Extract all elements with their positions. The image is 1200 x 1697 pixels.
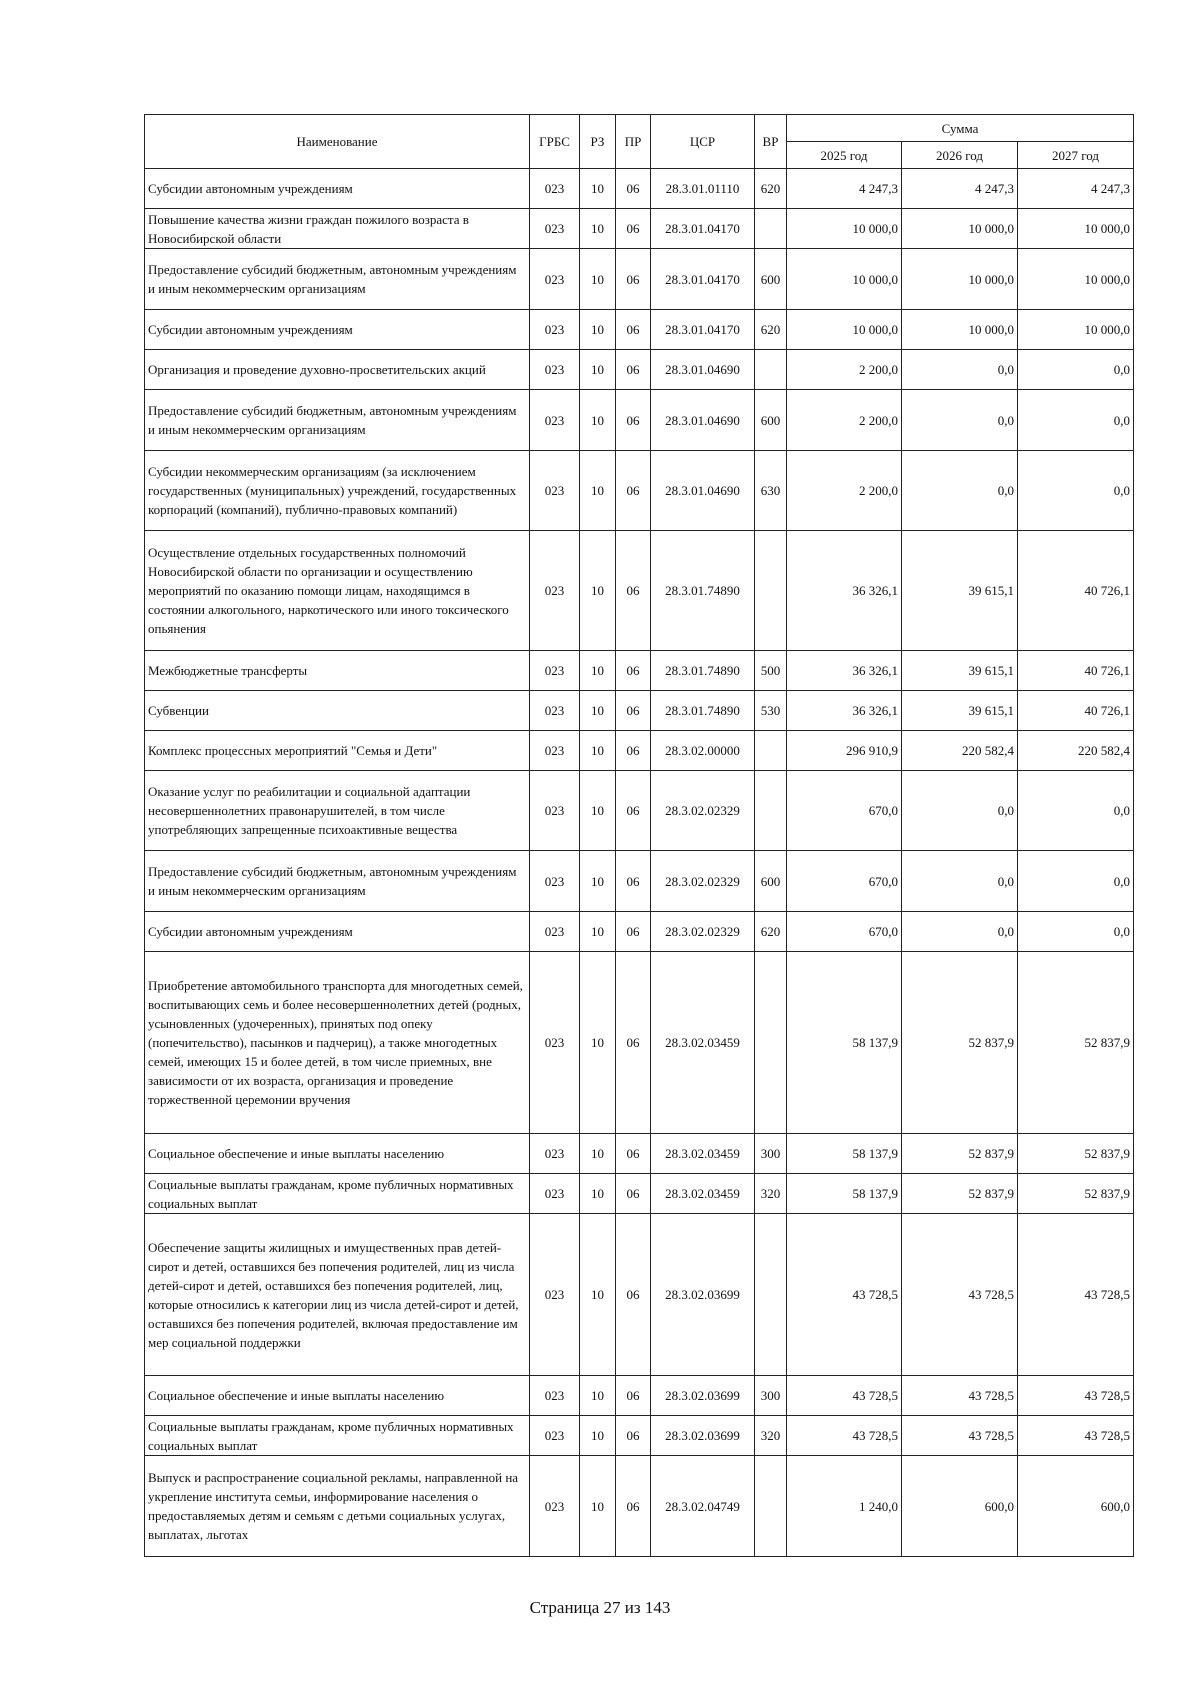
cell-name: Субвенции (145, 691, 530, 731)
cell-pr: 06 (616, 952, 651, 1134)
cell-rz: 10 (580, 310, 616, 350)
cell-2026: 52 837,9 (902, 952, 1018, 1134)
cell-2025: 670,0 (787, 912, 902, 952)
cell-rz: 10 (580, 249, 616, 310)
cell-grbs: 023 (530, 691, 580, 731)
cell-name: Предоставление субсидий бюджетным, автономным учреждениям и иным некоммерческим организациям (145, 249, 530, 310)
cell-2025: 36 326,1 (787, 691, 902, 731)
header-vr: ВР (755, 115, 787, 169)
cell-2027: 0,0 (1018, 851, 1134, 912)
cell-csr: 28.3.02.03699 (651, 1376, 755, 1416)
table-row (145, 451, 1134, 531)
table-row (145, 350, 1134, 390)
table-row (145, 731, 1134, 771)
cell-rz: 10 (580, 390, 616, 451)
cell-2027: 52 837,9 (1018, 952, 1134, 1134)
cell-2026: 39 615,1 (902, 651, 1018, 691)
cell-grbs: 023 (530, 731, 580, 771)
cell-vr: 300 (755, 1376, 787, 1416)
cell-2027: 43 728,5 (1018, 1376, 1134, 1416)
cell-pr: 06 (616, 169, 651, 209)
cell-vr: 600 (755, 249, 787, 310)
cell-2025: 2 200,0 (787, 350, 902, 390)
cell-name: Предоставление субсидий бюджетным, автономным учреждениям и иным некоммерческим организациям (145, 390, 530, 451)
cell-pr: 06 (616, 1174, 651, 1214)
table-row (145, 1456, 1134, 1557)
cell-rz: 10 (580, 531, 616, 651)
cell-2025: 36 326,1 (787, 531, 902, 651)
cell-2026: 52 837,9 (902, 1174, 1018, 1214)
cell-csr: 28.3.01.74890 (651, 531, 755, 651)
cell-grbs: 023 (530, 1174, 580, 1214)
table-row (145, 531, 1134, 651)
cell-csr: 28.3.02.02329 (651, 771, 755, 851)
cell-pr: 06 (616, 249, 651, 310)
cell-csr: 28.3.02.00000 (651, 731, 755, 771)
cell-rz: 10 (580, 1376, 616, 1416)
cell-2025: 1 240,0 (787, 1456, 902, 1557)
cell-name: Социальное обеспечение и иные выплаты населению (145, 1134, 530, 1174)
cell-name: Межбюджетные трансферты (145, 651, 530, 691)
cell-grbs: 023 (530, 169, 580, 209)
cell-2027: 52 837,9 (1018, 1134, 1134, 1174)
cell-name: Субсидии автономным учреждениям (145, 310, 530, 350)
cell-2025: 10 000,0 (787, 209, 902, 249)
cell-name: Обеспечение защиты жилищных и имущественных прав детей-сирот и детей, оставшихся без попечения родителей, лиц из числа детей-сирот и детей, оставшихся без попечения родителей, лиц, которые относились к категории лиц из числа детей-сирот и детей, оставшихся без попечения родителей, включая предоставление им мер социальной поддержки (145, 1214, 530, 1376)
cell-vr (755, 952, 787, 1134)
cell-2025: 4 247,3 (787, 169, 902, 209)
cell-name: Оказание услуг по реабилитации и социальной адаптации несовершеннолетних правонарушителей, в том числе употребляющих запрещенные психоактивные вещества (145, 771, 530, 851)
cell-vr: 620 (755, 169, 787, 209)
cell-pr: 06 (616, 1134, 651, 1174)
cell-pr: 06 (616, 1376, 651, 1416)
cell-pr: 06 (616, 771, 651, 851)
table-row (145, 1134, 1134, 1174)
cell-csr: 28.3.02.03699 (651, 1214, 755, 1376)
cell-2026: 220 582,4 (902, 731, 1018, 771)
cell-rz: 10 (580, 1214, 616, 1376)
cell-name: Приобретение автомобильного транспорта для многодетных семей, воспитывающих семь и более несовершеннолетних детей (родных, усыновленных (удочеренных), принятых под опеку (попечительство), пасынков и падчериц), а также многодетных семей, имеющих 15 и более детей, в том числе приемных, вне зависимости от их возраста, организация и проведение торжественной церемонии вручения (145, 952, 530, 1134)
cell-name: Субсидии автономным учреждениям (145, 912, 530, 952)
header-name: Наименование (145, 115, 530, 169)
cell-vr: 600 (755, 851, 787, 912)
cell-2027: 43 728,5 (1018, 1214, 1134, 1376)
cell-csr: 28.3.02.03699 (651, 1416, 755, 1456)
cell-pr: 06 (616, 209, 651, 249)
cell-rz: 10 (580, 1416, 616, 1456)
cell-grbs: 023 (530, 209, 580, 249)
cell-2025: 43 728,5 (787, 1376, 902, 1416)
cell-grbs: 023 (530, 952, 580, 1134)
cell-grbs: 023 (530, 1456, 580, 1557)
cell-2027: 0,0 (1018, 771, 1134, 851)
cell-vr (755, 350, 787, 390)
cell-vr: 620 (755, 912, 787, 952)
cell-vr (755, 731, 787, 771)
cell-2025: 58 137,9 (787, 952, 902, 1134)
cell-rz: 10 (580, 451, 616, 531)
cell-pr: 06 (616, 390, 651, 451)
cell-rz: 10 (580, 771, 616, 851)
cell-2027: 40 726,1 (1018, 651, 1134, 691)
table-row (145, 1376, 1134, 1416)
cell-name: Социальные выплаты гражданам, кроме публичных нормативных социальных выплат (145, 1174, 530, 1214)
cell-2026: 10 000,0 (902, 209, 1018, 249)
cell-2026: 10 000,0 (902, 310, 1018, 350)
cell-2027: 0,0 (1018, 912, 1134, 952)
page-number: Страница 27 из 143 (529, 1598, 671, 1617)
header-2026: 2026 год (902, 142, 1018, 169)
cell-vr (755, 1456, 787, 1557)
cell-2025: 670,0 (787, 851, 902, 912)
cell-grbs: 023 (530, 310, 580, 350)
cell-pr: 06 (616, 851, 651, 912)
cell-name: Социальные выплаты гражданам, кроме публичных нормативных социальных выплат (145, 1416, 530, 1456)
table-row (145, 771, 1134, 851)
cell-name: Повышение качества жизни граждан пожилого возраста в Новосибирской области (145, 209, 530, 249)
cell-2027: 10 000,0 (1018, 310, 1134, 350)
cell-2027: 40 726,1 (1018, 531, 1134, 651)
cell-vr (755, 771, 787, 851)
cell-2025: 36 326,1 (787, 651, 902, 691)
cell-2027: 4 247,3 (1018, 169, 1134, 209)
table-body (145, 169, 1134, 1557)
cell-grbs: 023 (530, 1416, 580, 1456)
cell-vr (755, 1214, 787, 1376)
cell-2027: 0,0 (1018, 451, 1134, 531)
cell-vr: 620 (755, 310, 787, 350)
cell-grbs: 023 (530, 390, 580, 451)
cell-2026: 0,0 (902, 912, 1018, 952)
cell-rz: 10 (580, 952, 616, 1134)
cell-pr: 06 (616, 1416, 651, 1456)
cell-2027: 10 000,0 (1018, 209, 1134, 249)
cell-pr: 06 (616, 731, 651, 771)
cell-grbs: 023 (530, 531, 580, 651)
table-row (145, 1174, 1134, 1214)
cell-pr: 06 (616, 691, 651, 731)
cell-2026: 52 837,9 (902, 1134, 1018, 1174)
cell-name: Выпуск и распространение социальной рекламы, направленной на укрепление института семьи, информирование населения о предоставляемых детям и семьям с детьми социальных услугах, выплатах, льготах (145, 1456, 530, 1557)
cell-rz: 10 (580, 691, 616, 731)
cell-2027: 600,0 (1018, 1456, 1134, 1557)
cell-csr: 28.3.01.04170 (651, 249, 755, 310)
cell-2025: 43 728,5 (787, 1416, 902, 1456)
cell-vr: 630 (755, 451, 787, 531)
cell-grbs: 023 (530, 350, 580, 390)
header-grbs: ГРБС (530, 115, 580, 169)
cell-pr: 06 (616, 912, 651, 952)
cell-vr: 500 (755, 651, 787, 691)
cell-2026: 0,0 (902, 350, 1018, 390)
cell-csr: 28.3.02.02329 (651, 851, 755, 912)
cell-rz: 10 (580, 1134, 616, 1174)
cell-grbs: 023 (530, 851, 580, 912)
cell-pr: 06 (616, 310, 651, 350)
cell-2025: 296 910,9 (787, 731, 902, 771)
cell-rz: 10 (580, 350, 616, 390)
cell-2027: 52 837,9 (1018, 1174, 1134, 1214)
cell-name: Осуществление отдельных государственных полномочий Новосибирской области по организации и осуществлению мероприятий по оказанию помощи лицам, находящимся в состоянии алкогольного, наркотического или иного токсического опьянения (145, 531, 530, 651)
cell-rz: 10 (580, 651, 616, 691)
cell-name: Организация и проведение духовно-просветительских акций (145, 350, 530, 390)
cell-grbs: 023 (530, 249, 580, 310)
table-row (145, 249, 1134, 310)
cell-2026: 39 615,1 (902, 531, 1018, 651)
cell-grbs: 023 (530, 912, 580, 952)
cell-2027: 10 000,0 (1018, 249, 1134, 310)
header-rz: РЗ (580, 115, 616, 169)
cell-rz: 10 (580, 1456, 616, 1557)
cell-vr: 320 (755, 1416, 787, 1456)
cell-2025: 43 728,5 (787, 1214, 902, 1376)
cell-2026: 0,0 (902, 771, 1018, 851)
cell-csr: 28.3.01.74890 (651, 691, 755, 731)
header-csr: ЦСР (651, 115, 755, 169)
cell-grbs: 023 (530, 651, 580, 691)
cell-2026: 0,0 (902, 851, 1018, 912)
cell-grbs: 023 (530, 1134, 580, 1174)
cell-pr: 06 (616, 651, 651, 691)
header-sum: Сумма (787, 115, 1134, 142)
cell-rz: 10 (580, 731, 616, 771)
cell-2027: 0,0 (1018, 350, 1134, 390)
header-2025: 2025 год (787, 142, 902, 169)
table-row (145, 209, 1134, 249)
cell-csr: 28.3.01.04690 (651, 390, 755, 451)
cell-vr: 530 (755, 691, 787, 731)
cell-pr: 06 (616, 451, 651, 531)
table-row (145, 851, 1134, 912)
cell-csr: 28.3.02.03459 (651, 1174, 755, 1214)
cell-2026: 0,0 (902, 390, 1018, 451)
cell-pr: 06 (616, 531, 651, 651)
cell-2027: 0,0 (1018, 390, 1134, 451)
cell-2026: 43 728,5 (902, 1416, 1018, 1456)
cell-vr (755, 531, 787, 651)
cell-grbs: 023 (530, 771, 580, 851)
header-2027: 2027 год (1018, 142, 1134, 169)
cell-rz: 10 (580, 851, 616, 912)
table-row (145, 912, 1134, 952)
cell-2025: 670,0 (787, 771, 902, 851)
cell-2025: 10 000,0 (787, 249, 902, 310)
cell-rz: 10 (580, 1174, 616, 1214)
cell-vr: 300 (755, 1134, 787, 1174)
cell-csr: 28.3.01.74890 (651, 651, 755, 691)
header-pr: ПР (616, 115, 651, 169)
budget-table (144, 114, 1134, 1557)
table-row (145, 691, 1134, 731)
cell-2025: 58 137,9 (787, 1134, 902, 1174)
cell-2026: 4 247,3 (902, 169, 1018, 209)
cell-2026: 10 000,0 (902, 249, 1018, 310)
cell-name: Предоставление субсидий бюджетным, автономным учреждениям и иным некоммерческим организациям (145, 851, 530, 912)
table-row (145, 952, 1134, 1134)
cell-2026: 43 728,5 (902, 1376, 1018, 1416)
cell-2025: 2 200,0 (787, 451, 902, 531)
table-row (145, 310, 1134, 350)
cell-pr: 06 (616, 350, 651, 390)
cell-rz: 10 (580, 912, 616, 952)
cell-2025: 2 200,0 (787, 390, 902, 451)
cell-2026: 39 615,1 (902, 691, 1018, 731)
cell-csr: 28.3.02.04749 (651, 1456, 755, 1557)
cell-2026: 43 728,5 (902, 1214, 1018, 1376)
table-row (145, 1416, 1134, 1456)
cell-rz: 10 (580, 209, 616, 249)
cell-vr: 600 (755, 390, 787, 451)
cell-2025: 10 000,0 (787, 310, 902, 350)
cell-2026: 600,0 (902, 1456, 1018, 1557)
cell-name: Субсидии некоммерческим организациям (за исключением государственных (муниципальных) учреждений, государственных корпораций (компаний), публично-правовых компаний) (145, 451, 530, 531)
cell-csr: 28.3.01.04170 (651, 209, 755, 249)
table-header (145, 115, 1134, 169)
cell-2025: 58 137,9 (787, 1174, 902, 1214)
cell-vr (755, 209, 787, 249)
cell-csr: 28.3.01.01110 (651, 169, 755, 209)
cell-name: Комплекс процессных мероприятий "Семья и Дети" (145, 731, 530, 771)
cell-csr: 28.3.01.04690 (651, 350, 755, 390)
cell-pr: 06 (616, 1456, 651, 1557)
cell-pr: 06 (616, 1214, 651, 1376)
cell-2027: 220 582,4 (1018, 731, 1134, 771)
table-row (145, 651, 1134, 691)
cell-grbs: 023 (530, 1376, 580, 1416)
cell-csr: 28.3.02.03459 (651, 952, 755, 1134)
cell-csr: 28.3.01.04690 (651, 451, 755, 531)
cell-2027: 43 728,5 (1018, 1416, 1134, 1456)
cell-vr: 320 (755, 1174, 787, 1214)
cell-2026: 0,0 (902, 451, 1018, 531)
table-row (145, 169, 1134, 209)
cell-csr: 28.3.01.04170 (651, 310, 755, 350)
cell-grbs: 023 (530, 451, 580, 531)
cell-grbs: 023 (530, 1214, 580, 1376)
cell-csr: 28.3.02.02329 (651, 912, 755, 952)
table-row (145, 1214, 1134, 1376)
cell-rz: 10 (580, 169, 616, 209)
cell-2027: 40 726,1 (1018, 691, 1134, 731)
cell-name: Субсидии автономным учреждениям (145, 169, 530, 209)
cell-name: Социальное обеспечение и иные выплаты населению (145, 1376, 530, 1416)
table-row (145, 390, 1134, 451)
cell-csr: 28.3.02.03459 (651, 1134, 755, 1174)
